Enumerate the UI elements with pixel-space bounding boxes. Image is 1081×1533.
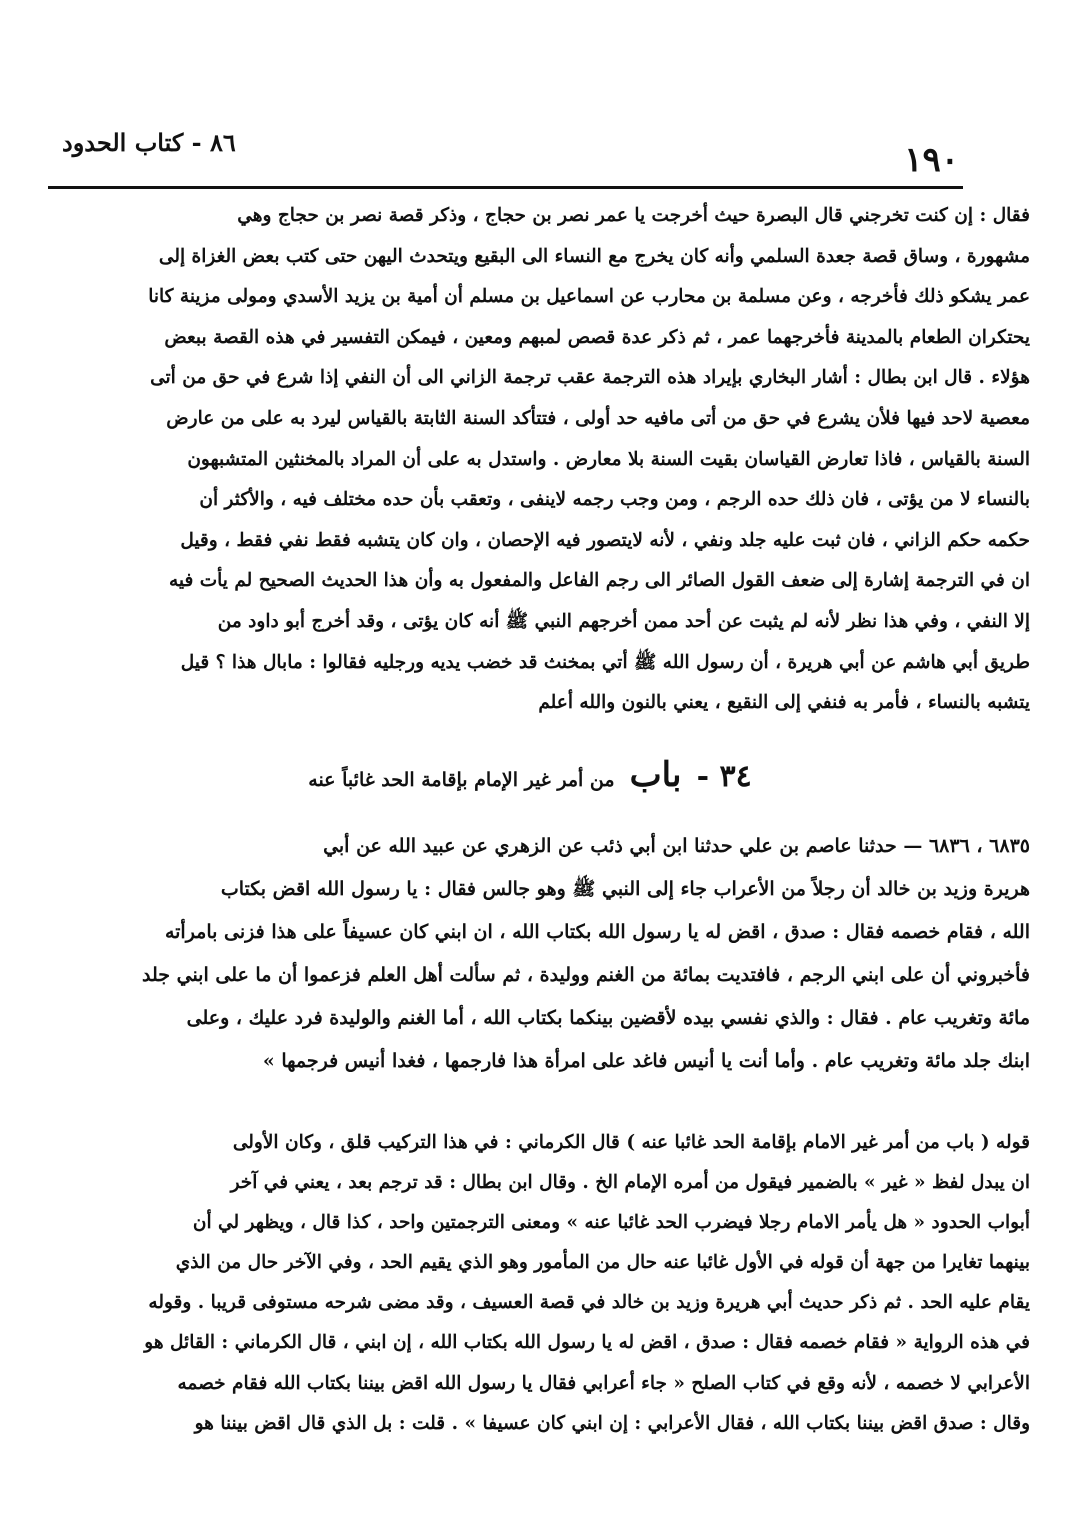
chapter-number: ٣٤ - <box>696 759 752 794</box>
hadith-block <box>30 825 1030 1083</box>
running-title: ٨٦ - كتاب الحدود <box>62 128 236 157</box>
text-line: يتشبه بالنساء ، فأمر به فنفي إلى النقيع ، يعني بالنون والله أعلم <box>538 692 1030 714</box>
text-line: ان في الترجمة إشارة إلى ضعف القول الصائر الى رجم الفاعل والمفعول به وأن هذا الحديث الصحيح لم يأت فيه <box>168 570 1030 592</box>
commentary-block-2 <box>30 1123 1030 1444</box>
text-line: يحتكران الطعام بالمدينة فأخرجهما عمر ، ثم ذكر عدة قصص لمبهم ومعين ، فيمكن التفسير في هذه القصة ببعض <box>164 326 1030 348</box>
chapter-heading <box>230 755 830 815</box>
text-line: إلا النفي ، وفي هذا نظر لأنه لم يثبت عن أحد ممن أخرجهم النبي ﷺ أنه كان يؤتى ، وقد أخرج أبو داود من <box>217 610 1030 632</box>
text-line: السنة بالقياس ، فاذا تعارض القياسان بقيت السنة بلا معارض . واستدل به على أن المراد بالمخنثين المتشبهون <box>187 448 1030 470</box>
page-number: ١٩٠ <box>904 140 959 180</box>
text-line: حكمه حكم الزاني ، فان ثبت عليه جلد ونفي ، لأنه لايتصور فيه الإحصان ، وان كان يتشبه فقط نفي فقط ، وقيل <box>180 529 1030 551</box>
commentary-block-1 <box>30 196 1030 724</box>
header-rule <box>48 186 963 189</box>
text-line: قوله ( باب من أمر غير الامام بإقامة الحد غائبا عنه ) قال الكرماني : في هذا التركيب قلق ، وكان الأولى <box>232 1132 1030 1153</box>
page-header <box>0 0 1081 200</box>
text-line: عمر يشكو ذلك فأخرجه ، وعن مسلمة بن محارب عن اسماعيل بن مسلم أن أمية بن يزيد الأسدي ومولى مزينة كانا <box>148 286 1030 308</box>
text-line: بينهما تغايرا من جهة أن قوله في الأول غائبا عنه حال من المأمور وهو الذي يقيم الحد ، وفي الآخر حال من الذي <box>175 1252 1030 1274</box>
text-line: معصية لاحد فيها فلأن يشرع في حق من أتى مافيه حد أولى ، فتتأكد السنة الثابتة بالقياس ليرد به على من عارض <box>166 407 1030 429</box>
text-line: في هذه الرواية « فقام خصمه فقال : صدق ، اقض له يا رسول الله بكتاب الله ، إن ابني ، قال الكرماني : القائل هو <box>144 1332 1030 1354</box>
chapter-title: من أمر غير الإمام بإقامة الحد غائباً عنه <box>308 769 615 791</box>
text-line: ان يبدل لفظ « غير » بالضمير فيقول من أمره الإمام الخ . وقال ابن بطال : قد ترجم بعد ، يعني في آخر <box>230 1172 1030 1194</box>
text-line: أبواب الحدود « هل يأمر الامام رجلا فيضرب الحد غائبا عنه » ومعنى الترجمتين واحد ، كذا قال ، ويظهر لي أن <box>192 1212 1030 1234</box>
chapter-label: باب <box>629 755 682 795</box>
text-line: وقال : صدق اقض بيننا بكتاب الله ، فقال الأعرابي : إن ابني كان عسيفا » . قلت : بل الذي قال اقض بيننا هو <box>194 1412 1030 1434</box>
hadith-line: ابنك جلد مائة وتغريب عام . وأما أنت يا أنيس فاغد على امرأة هذا فارجمها ، فغدا أنيس فرجمها » <box>262 1050 1030 1072</box>
text-line: فقال : إن كنت تخرجني قال البصرة حيث أخرجت يا عمر نصر بن حجاج ، وذكر قصة نصر بن حجاج وهي <box>237 205 1030 226</box>
text-line: الأعرابي لا خصمه ، لأنه وقع في كتاب الصلح « جاء أعرابي فقال يا رسول الله اقض بيننا بكتاب الله فقام خصمه <box>177 1372 1030 1394</box>
hadith-line: هريرة وزيد بن خالد أن رجلاً من الأعراب جاء إلى النبي ﷺ وهو جالس فقال : يا رسول الله اقض بكتاب <box>220 878 1030 900</box>
text-line: هؤلاء . قال ابن بطال : أشار البخاري بإيراد هذه الترجمة عقب ترجمة الزاني الى أن النفي إذا شرع في حق من أتى <box>150 367 1030 389</box>
text-line: مشهورة ، وساق قصة جعدة السلمي وأنه كان يخرج مع النساء الى البقيع ويتحدث اليهن حتى كتب بعض الغزاة إلى <box>158 245 1030 267</box>
text-line: طريق أبي هاشم عن أبي هريرة ، أن رسول الله ﷺ أتي بمخنث قد خضب يديه ورجليه فقالوا : مابال هذا ؟ قيل <box>180 651 1030 673</box>
hadith-line: فأخبروني أن على ابني الرجم ، فافتديت بمائة من الغنم ووليدة ، ثم سألت أهل العلم فزعموا أن ما على ابني جلد <box>141 964 1030 986</box>
hadith-line: ٦٨٣٥ ، ٦٨٣٦ — حدثنا عاصم بن علي حدثنا ابن أبي ذئب عن الزهري عن عبيد الله عن أبي <box>323 835 1030 857</box>
text-line: يقام عليه الحد . ثم ذكر حديث أبي هريرة وزيد بن خالد في قصة العسيف ، وقد مضى شرحه مستوفى قريبا . وقوله <box>148 1292 1030 1314</box>
hadith-line: مائة وتغريب عام . فقال : والذي نفسي بيده لأقضين بينكما بكتاب الله ، أما الغنم والوليدة فرد عليك ، وعلى <box>186 1007 1030 1029</box>
hadith-line: الله ، فقام خصمه فقال : صدق ، اقض له يا رسول الله بكتاب الله ، ان ابني كان عسيفاً على هذا فزنى بامرأته <box>164 921 1030 943</box>
text-line: بالنساء لا من يؤتى ، فان ذلك حده الرجم ، ومن وجب رجمه لاينفى ، وتعقب بأن حده مختلف فيه ، والأكثر أن <box>199 489 1030 511</box>
